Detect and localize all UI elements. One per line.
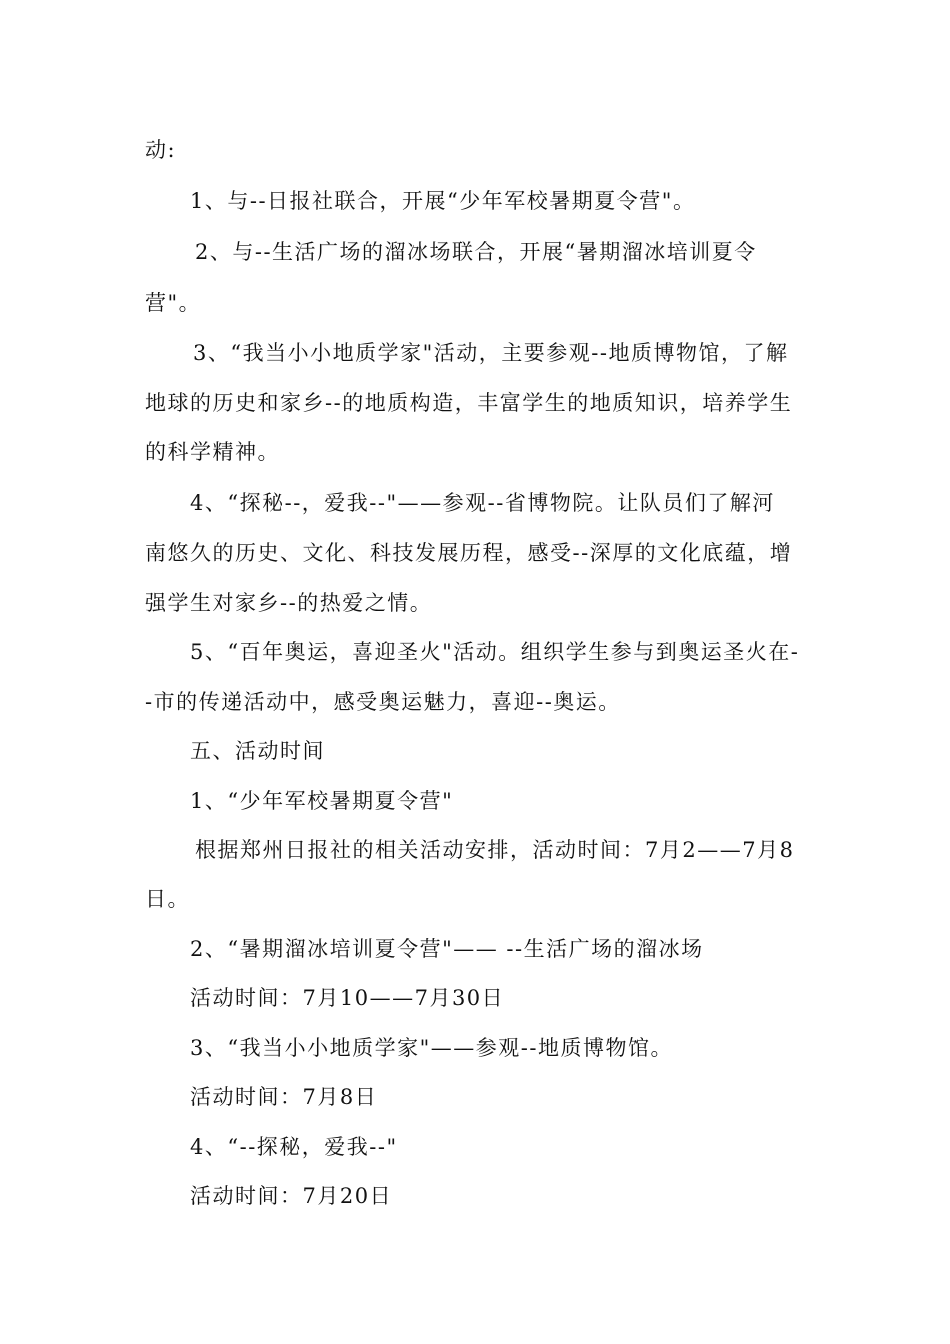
text-line-21: 4、“--探秘，爱我--" <box>190 1135 398 1159</box>
text-line-12: -市的传递活动中，感受奥运魅力，喜迎--奥运。 <box>145 690 621 714</box>
text-line-8: 4、“探秘--，爱我--"——参观--省博物院。让队员们了解河 <box>190 491 775 515</box>
text-line-22: 活动时间：7月20日 <box>190 1184 393 1208</box>
text-line-14: 1、“少年军校暑期夏令营" <box>190 789 454 813</box>
text-line-19: 3、“我当小小地质学家"——参观--地质博物馆。 <box>190 1036 673 1060</box>
text-line-1: 动: <box>145 138 177 162</box>
text-line-18: 活动时间：7月10——7月30日 <box>190 986 505 1010</box>
text-line-2: 1、与--日报社联合，开展“少年军校暑期夏令营"。 <box>190 189 696 213</box>
text-line-20: 活动时间：7月8日 <box>190 1085 378 1109</box>
text-line-11: 5、“百年奥运，喜迎圣火"活动。组织学生参与到奥运圣火在- <box>190 640 800 664</box>
section-heading: 五、活动时间 <box>190 739 325 763</box>
text-line-15: 根据郑州日报社的相关活动安排，活动时间：7月2——7月8 <box>195 838 795 862</box>
text-line-5: 3、“我当小小地质学家"活动，主要参观--地质博物馆，了解 <box>193 341 789 365</box>
text-line-7: 的科学精神。 <box>145 440 280 464</box>
text-line-6: 地球的历史和家乡--的地质构造，丰富学生的地质知识，培养学生 <box>145 391 793 415</box>
text-line-4: 营"。 <box>145 291 202 315</box>
text-line-10: 强学生对家乡--的热爱之情。 <box>145 591 433 615</box>
text-line-3: 2、与--生活广场的溜冰场联合，开展“暑期溜冰培训夏令 <box>195 240 757 264</box>
text-line-16: 日。 <box>145 887 190 911</box>
text-line-9: 南悠久的历史、文化、科技发展历程，感受--深厚的文化底蕴，增 <box>145 541 793 565</box>
text-line-17: 2、“暑期溜冰培训夏令营"—— --生活广场的溜冰场 <box>190 937 704 961</box>
